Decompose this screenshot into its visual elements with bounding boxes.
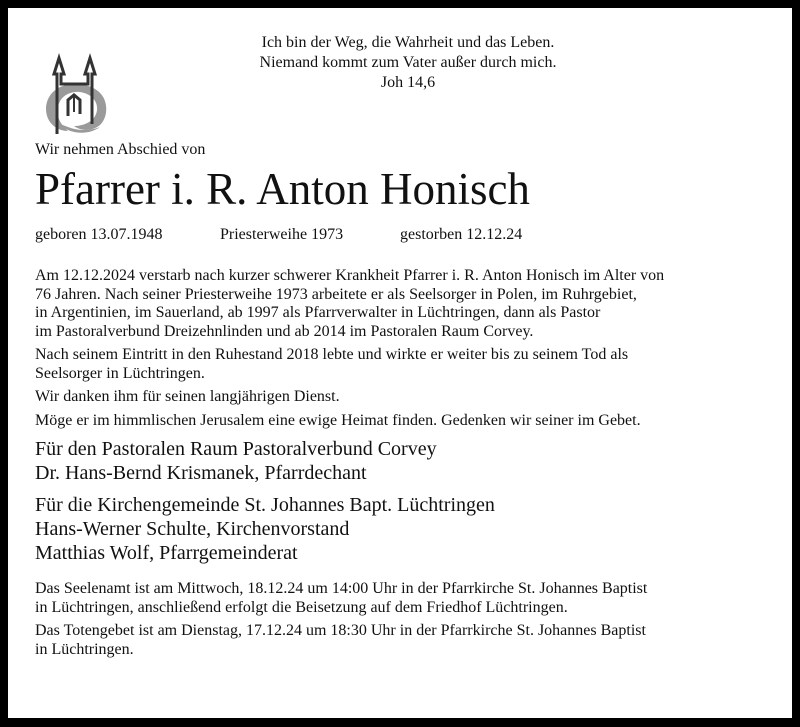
signer-person: Dr. Hans-Bernd Krismanek, Pfarrdechant xyxy=(35,462,367,484)
text-line: Nach seinem Eintritt in den Ruhestand 2018 lebte und wirkte er weiter bis zu seinem Tod als xyxy=(35,346,629,363)
signatories xyxy=(35,437,780,565)
signer-group-pastoral-area xyxy=(35,437,780,485)
text-line: 76 Jahren. Nach seiner Priesterweihe 1973 arbeitete er als Seelsorger in Polen, im Ruhrgebiet, xyxy=(35,285,637,303)
ordination-year: Priesterweihe 1973 xyxy=(220,226,344,243)
obituary-body xyxy=(35,267,780,430)
church-twin-towers-logo-icon xyxy=(38,34,113,139)
death-date: gestorben 12.12.24 xyxy=(400,226,523,243)
paragraph-retirement xyxy=(35,346,780,383)
signer-organization: Für die Kirchengemeinde St. Johannes Bapt. Lüchtringen xyxy=(35,494,495,516)
birth-date: geboren 13.07.1948 xyxy=(35,226,163,243)
text-line: Das Totengebet ist am Dienstag, 17.12.24 um 18:30 Uhr in der Pfarrkirche St. Johannes Baptist xyxy=(35,622,646,639)
life-dates xyxy=(35,225,780,245)
paragraph-thanks: Wir danken ihm für seinen langjährigen Dienst. xyxy=(35,388,340,405)
signer-organization: Für den Pastoralen Raum Pastoralverbund Corvey xyxy=(35,438,437,460)
service-information xyxy=(35,580,780,659)
signer-group-parish xyxy=(35,493,780,565)
paragraph-biography xyxy=(35,267,780,341)
quote-reference: Joh 14,6 xyxy=(380,74,436,91)
deceased-name: Pfarrer i. R. Anton Honisch xyxy=(35,164,530,214)
text-line: Seelsorger in Lüchtringen. xyxy=(35,364,205,382)
text-line: in Lüchtringen, anschließend erfolgt die Beisetzung auf dem Friedhof Lüchtringen. xyxy=(35,598,568,616)
text-line: im Pastoralverbund Dreizehnlinden und ab 2014 im Pastoralen Raum Corvey. xyxy=(35,322,534,340)
intro-text: Wir nehmen Abschied von xyxy=(35,141,206,158)
paragraph-prayer: Möge er im himmlischen Jerusalem eine ewige Heimat finden. Gedenken wir seiner im Gebet. xyxy=(35,411,641,429)
text-line: Das Seelenamt ist am Mittwoch, 18.12.24 um 14:00 Uhr in der Pfarrkirche St. Johannes Baptist xyxy=(35,580,648,597)
signer-person: Hans-Werner Schulte, Kirchenvorstand xyxy=(35,518,350,540)
quote-line: Niemand kommt zum Vater außer durch mich. xyxy=(259,54,557,71)
obituary-content xyxy=(35,140,780,664)
vigil-prayer-info xyxy=(35,622,780,659)
text-line: Am 12.12.2024 verstarb nach kurzer schwerer Krankheit Pfarrer i. R. Anton Honisch im Alter von xyxy=(35,267,665,284)
quote-line: Ich bin der Weg, die Wahrheit und das Leben. xyxy=(261,34,555,51)
signer-person: Matthias Wolf, Pfarrgemeinderat xyxy=(35,542,298,564)
text-line: in Lüchtringen. xyxy=(35,640,134,658)
text-line: in Argentinien, im Sauerland, ab 1997 als Pfarrverwalter in Lüchtringen, dann als Pastor xyxy=(35,304,601,321)
obituary-card xyxy=(8,8,792,718)
bible-quote xyxy=(188,33,628,93)
requiem-mass-info xyxy=(35,580,780,617)
